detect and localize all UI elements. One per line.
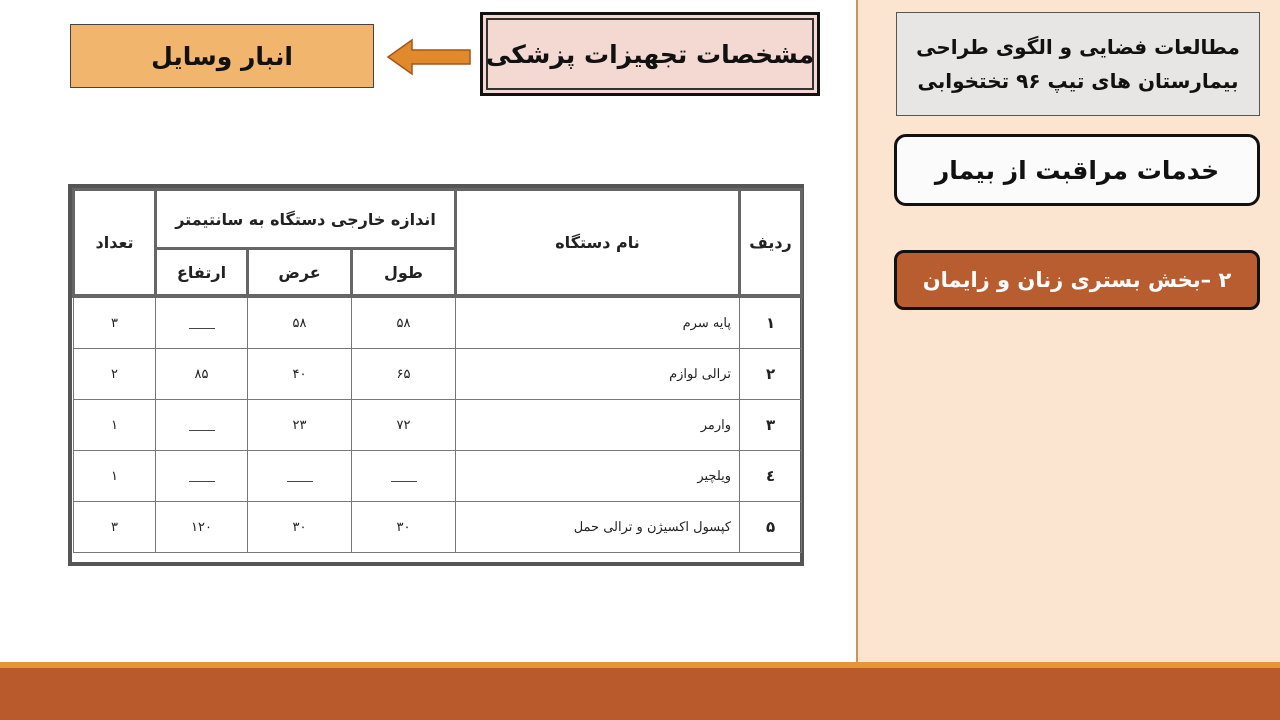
header-row-no: ردیف bbox=[740, 190, 802, 297]
cell-height: ۸۵ bbox=[156, 349, 248, 400]
storage-label: انبار وسایل bbox=[151, 41, 293, 71]
study-title-line1: مطالعات فضایی و الگوی طراحی bbox=[916, 35, 1240, 59]
header-height: ارتفاع bbox=[156, 249, 248, 297]
cell-width: ۵۸ bbox=[248, 296, 352, 349]
cell-device-name: کپسول اکسیژن و ترالی حمل bbox=[456, 502, 740, 553]
study-title-box bbox=[896, 12, 1260, 116]
cell-row-no: ٤ bbox=[740, 451, 802, 502]
footer-bar bbox=[0, 668, 1280, 720]
cell-height bbox=[156, 400, 248, 451]
cell-row-no: ۵ bbox=[740, 502, 802, 553]
table-row bbox=[74, 400, 802, 451]
cell-count: ۱ bbox=[74, 400, 156, 451]
equipment-title: مشخصات تجهیزات پزشکی bbox=[485, 39, 815, 69]
empty-value-dash bbox=[189, 328, 215, 329]
table-row bbox=[74, 349, 802, 400]
cell-width bbox=[248, 451, 352, 502]
empty-value-dash bbox=[189, 430, 215, 431]
cell-width: ۲۳ bbox=[248, 400, 352, 451]
header-width: عرض bbox=[248, 249, 352, 297]
cell-count: ۳ bbox=[74, 502, 156, 553]
section-title-label: خدمات مراقبت از بیمار bbox=[934, 155, 1220, 185]
cell-length: ۵۸ bbox=[352, 296, 456, 349]
cell-count: ۱ bbox=[74, 451, 156, 502]
cell-length: ۷۲ bbox=[352, 400, 456, 451]
header-dimensions: اندازه خارجی دستگاه به سانتیمتر bbox=[156, 190, 456, 249]
study-title-line2: بیمارستان های تیپ ۹۶ تختخوابی bbox=[917, 69, 1239, 93]
cell-height bbox=[156, 296, 248, 349]
cell-height: ۱۲۰ bbox=[156, 502, 248, 553]
cell-count: ۳ bbox=[74, 296, 156, 349]
ward-button[interactable] bbox=[894, 250, 1260, 310]
equipment-table bbox=[68, 184, 804, 566]
cell-width: ۳۰ bbox=[248, 502, 352, 553]
empty-value-dash bbox=[287, 481, 313, 482]
cell-row-no: ۱ bbox=[740, 296, 802, 349]
empty-value-dash bbox=[189, 481, 215, 482]
cell-device-name: پایه سرم bbox=[456, 296, 740, 349]
cell-length bbox=[352, 451, 456, 502]
cell-row-no: ۲ bbox=[740, 349, 802, 400]
table-row bbox=[74, 502, 802, 553]
table-row bbox=[74, 451, 802, 502]
cell-device-name: وارمر bbox=[456, 400, 740, 451]
cell-device-name: ترالی لوازم bbox=[456, 349, 740, 400]
ward-button-label: ۲ –بخش بستری زنان و زایمان bbox=[922, 268, 1232, 292]
empty-value-dash bbox=[391, 481, 417, 482]
header-count: تعداد bbox=[74, 190, 156, 297]
table-row bbox=[74, 296, 802, 349]
section-title-box bbox=[894, 134, 1260, 206]
cell-device-name: ویلچیر bbox=[456, 451, 740, 502]
cell-width: ۴۰ bbox=[248, 349, 352, 400]
left-arrow-icon bbox=[386, 38, 472, 76]
header-device-name: نام دستگاه bbox=[456, 190, 740, 297]
cell-count: ۲ bbox=[74, 349, 156, 400]
cell-height bbox=[156, 451, 248, 502]
cell-length: ۶۵ bbox=[352, 349, 456, 400]
cell-length: ۳۰ bbox=[352, 502, 456, 553]
cell-row-no: ۳ bbox=[740, 400, 802, 451]
equipment-title-box bbox=[480, 12, 820, 96]
storage-box bbox=[70, 24, 374, 88]
header-length: طول bbox=[352, 249, 456, 297]
table-body bbox=[74, 296, 802, 553]
